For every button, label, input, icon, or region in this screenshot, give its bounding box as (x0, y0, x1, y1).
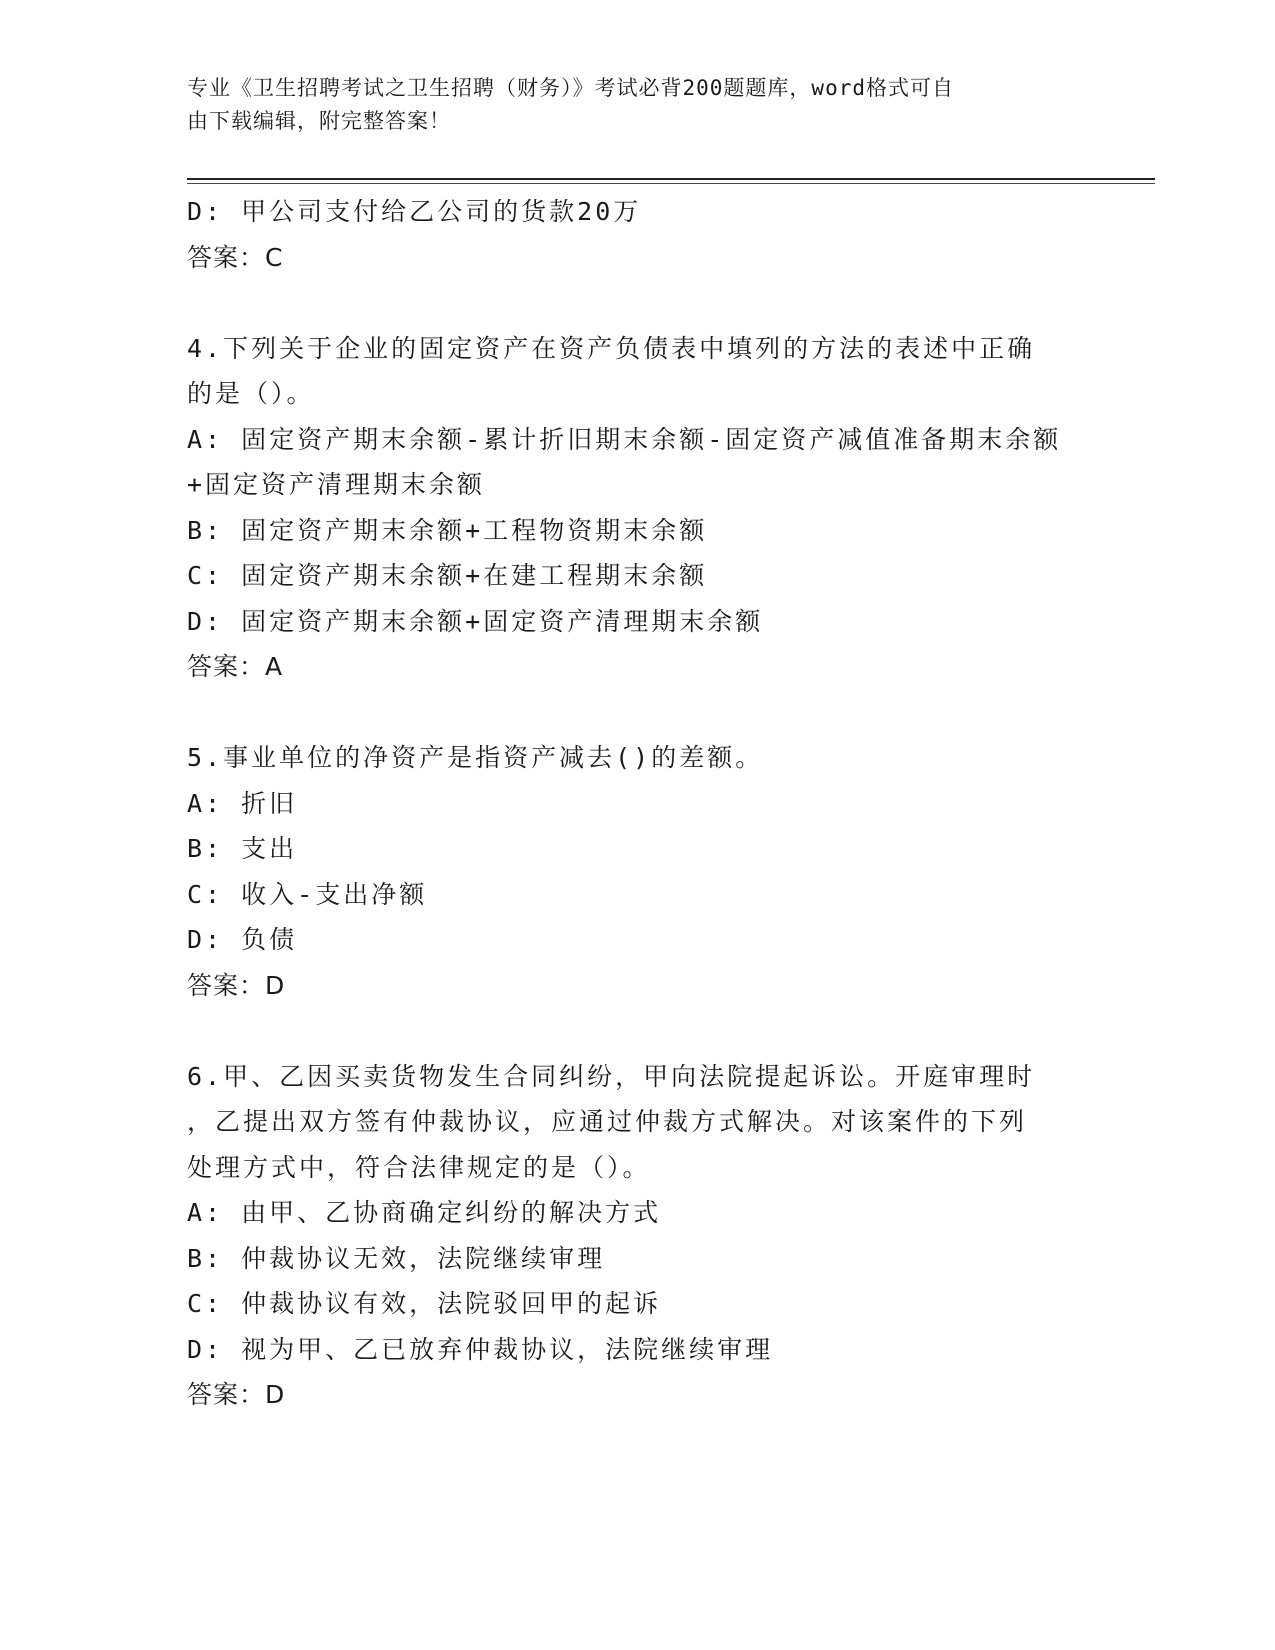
question-4 (187, 326, 1087, 690)
option-b: B: 固定资产期末余额+工程物资期末余额 (187, 515, 708, 545)
option-d: D: 负债 (187, 925, 298, 954)
spacer (187, 1008, 1087, 1054)
document-header (187, 72, 1067, 138)
header-divider-thin (187, 183, 1155, 184)
header-line-2: 由下载编辑，附完整答案！ (187, 109, 451, 133)
header-divider-thick (187, 178, 1155, 180)
option-b: B: 支出 (187, 834, 298, 863)
option-c: C: 固定资产期末余额+在建工程期末余额 (187, 561, 708, 590)
option-c: C: 收入-支出净额 (187, 879, 428, 909)
previous-question-tail (187, 189, 1087, 280)
answer-line: 答案：D (187, 970, 286, 1000)
question-6 (187, 1054, 1087, 1418)
option-a-continued: +固定资产清理期末余额 (187, 470, 486, 499)
question-stem-line: ，乙提出双方签有仲裁协议，应通过仲裁方式解决。对该案件的下列 (187, 1107, 1028, 1136)
option-a: A: 固定资产期末余额-累计折旧期末余额-固定资产减值准备期末余额 (187, 424, 1062, 454)
option-d: D: 视为甲、乙已放弃仲裁协议，法院继续审理 (187, 1334, 774, 1364)
answer-line: 答案：A (187, 652, 284, 681)
spacer (187, 690, 1087, 736)
option-a: A: 由甲、乙协商确定纠纷的解决方式 (187, 1198, 662, 1227)
question-content (187, 189, 1087, 1418)
option-a: A: 折旧 (187, 788, 298, 818)
question-stem-line: 的是（）。 (187, 379, 315, 408)
question-stem-line: 5.事业单位的净资产是指资产减去()的差额。 (187, 743, 764, 772)
answer-line: 答案：D (187, 1380, 286, 1409)
option-c: C: 仲裁协议有效，法院驳回甲的起诉 (187, 1289, 662, 1318)
question-stem-line: 4.下列关于企业的固定资产在资产负债表中填列的方法的表述中正确 (187, 333, 1036, 363)
question-stem-line: 处理方式中，符合法律规定的是（）。 (187, 1152, 651, 1182)
spacer (187, 280, 1087, 326)
answer-line: 答案：C (187, 242, 284, 272)
question-stem-line: 6.甲、乙因买卖货物发生合同纠纷，甲向法院提起诉讼。开庭审理时 (187, 1061, 1036, 1091)
question-5 (187, 735, 1087, 1008)
option-b: B: 仲裁协议无效，法院继续审理 (187, 1243, 606, 1273)
option-d: D: 固定资产期末余额+固定资产清理期末余额 (187, 606, 764, 636)
option-d: D: 甲公司支付给乙公司的货款20万 (187, 197, 642, 226)
header-line-1: 专业《卫生招聘考试之卫生招聘（财务）》考试必背200题题库，word格式可自 (187, 76, 954, 100)
